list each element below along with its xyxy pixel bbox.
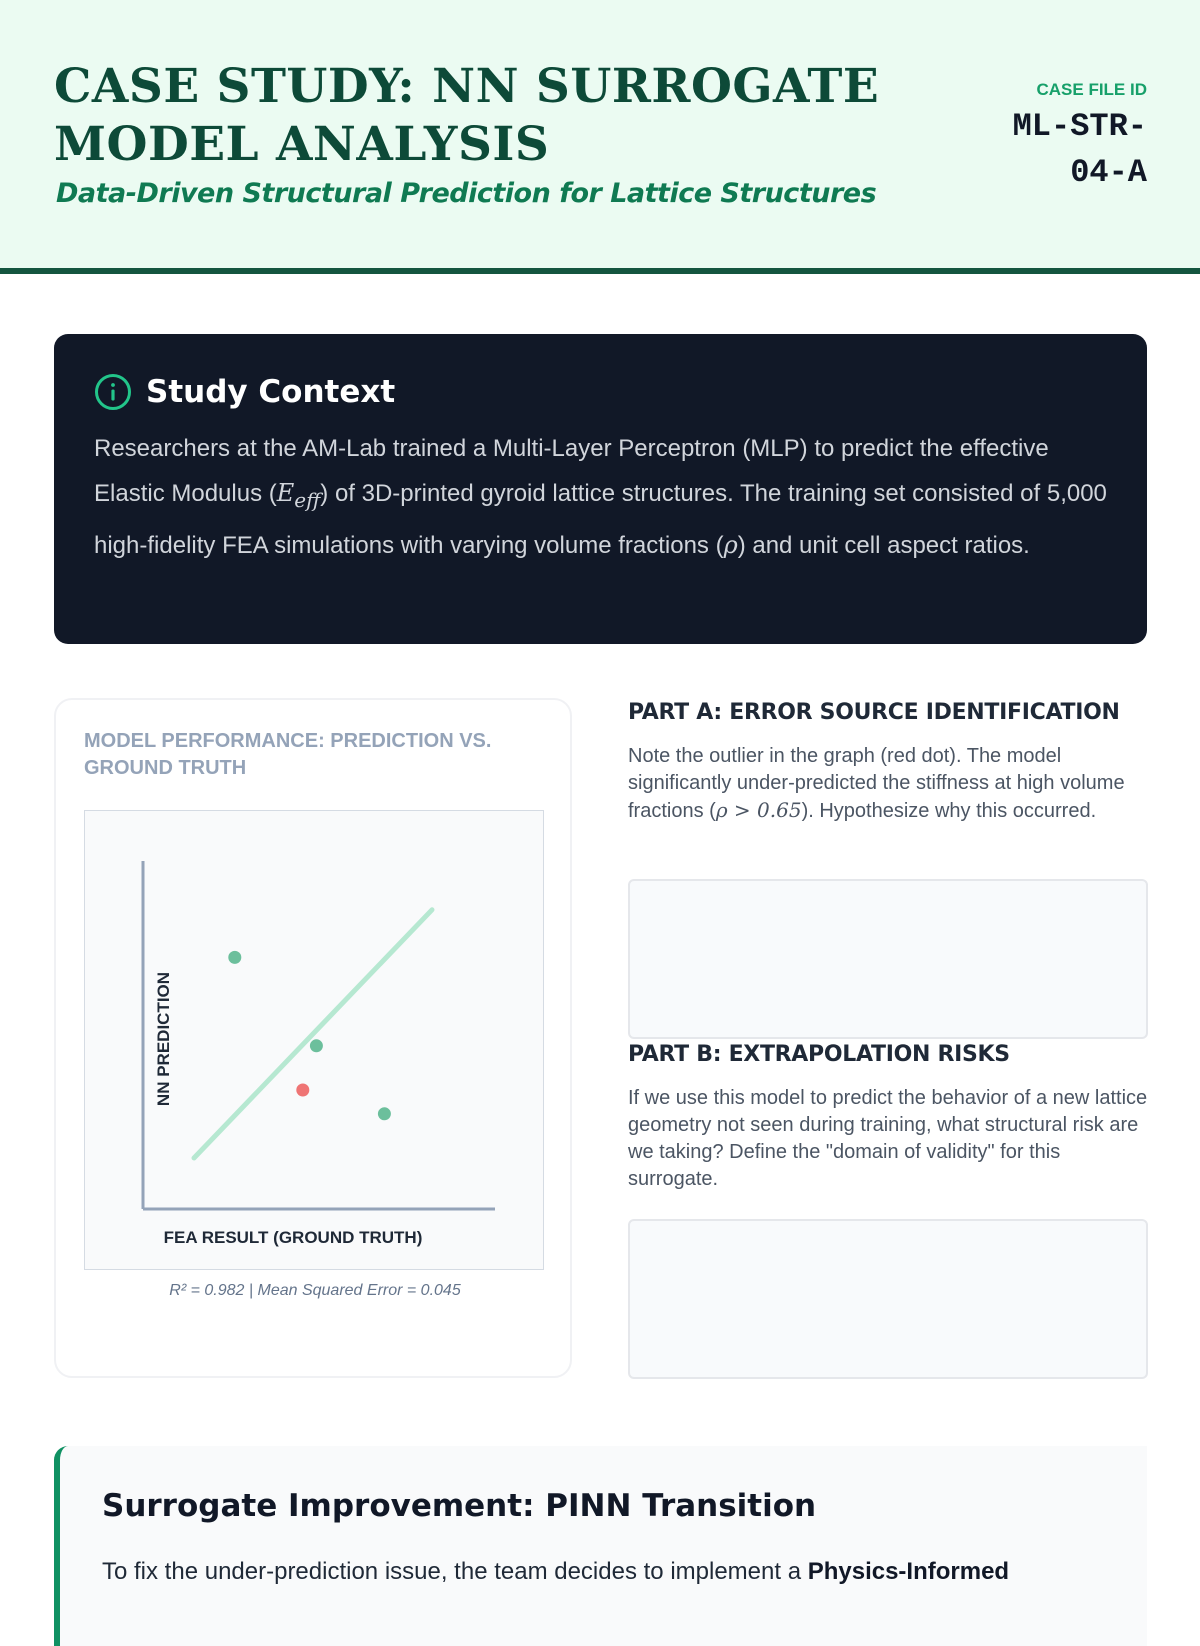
math-modulus-subscript: eff bbox=[294, 487, 321, 512]
data-point bbox=[310, 1039, 323, 1052]
info-icon bbox=[94, 373, 132, 411]
part-b-title: PART B: EXTRAPOLATION RISKS bbox=[628, 1042, 1010, 1067]
math-modulus bbox=[276, 479, 321, 512]
study-context-title: Study Context bbox=[146, 374, 396, 410]
scatter-plot bbox=[84, 810, 544, 1270]
math-rho: ρ bbox=[723, 530, 738, 559]
chart-card bbox=[54, 698, 572, 1378]
scatter-plot-svg bbox=[85, 811, 542, 1268]
x-axis-label: FEA RESULT (GROUND TRUTH) bbox=[163, 1228, 423, 1247]
part-a-section bbox=[628, 700, 1148, 825]
chart-title: MODEL PERFORMANCE: PREDICTION VS. GROUND TRUTH bbox=[84, 730, 492, 779]
study-context-header bbox=[94, 370, 1107, 414]
case-file-id: ML-STR-04-A bbox=[1012, 108, 1147, 191]
part-a-text-part: Note the outlier in the graph (red dot). The model significantly under-predicted the stiffness at high volume fractions ( bbox=[628, 745, 1125, 822]
part-b-section bbox=[628, 1042, 1148, 1193]
study-context-panel bbox=[54, 334, 1147, 644]
data-point bbox=[378, 1107, 391, 1120]
context-text-part: ) and unit cell aspect ratios. bbox=[737, 531, 1030, 559]
case-file-label: CASE FILE ID bbox=[1036, 80, 1147, 99]
ideal-fit-line bbox=[194, 910, 432, 1158]
part-a-answer-field[interactable] bbox=[628, 879, 1148, 1039]
part-a-text bbox=[628, 743, 1148, 825]
page-title: CASE STUDY: NN SURROGATE MODEL ANALYSIS bbox=[54, 59, 880, 172]
pinn-title: Surrogate Improvement: PINN Transition bbox=[102, 1488, 817, 1524]
context-text-part: ) of 3D-printed gyroid lattice structures. The training set consisted of 5,000 high-fidelity FEA simulations with varying volume fractions ( bbox=[94, 480, 1107, 559]
y-axis-label: NN PREDICTION bbox=[154, 971, 173, 1107]
part-a-title: PART A: ERROR SOURCE IDENTIFICATION bbox=[628, 700, 1120, 725]
page-subtitle: Data-Driven Structural Prediction for Lattice Structures bbox=[56, 178, 877, 209]
pinn-text bbox=[102, 1556, 1102, 1588]
outlier-point bbox=[296, 1084, 309, 1097]
math-rho-threshold: ρ > 0.65 bbox=[715, 798, 802, 822]
part-b-answer-field[interactable] bbox=[628, 1219, 1148, 1379]
pinn-text-bold: Physics-Informed bbox=[807, 1558, 1010, 1585]
chart-caption: R² = 0.982 | Mean Squared Error = 0.045 bbox=[169, 1282, 461, 1299]
part-b-text: If we use this model to predict the behavior of a new lattice geometry not seen during training, what structural risk are we taking? Define the "domain of validity" for this surrogate. bbox=[628, 1087, 1148, 1190]
part-a-text-part: ). Hypothesize why this occurred. bbox=[801, 800, 1097, 822]
study-context-text bbox=[94, 426, 1107, 568]
pinn-section bbox=[54, 1446, 1147, 1646]
context-text-part: Researchers at the AM-Lab trained a Multi-Layer Perceptron (MLP) to predict the effective Elastic Modulus ( bbox=[94, 435, 1049, 507]
header bbox=[0, 0, 1200, 274]
pinn-text-part: To fix the under-prediction issue, the team decides to implement a bbox=[102, 1558, 808, 1585]
data-point bbox=[228, 951, 241, 964]
math-modulus-symbol: E bbox=[276, 479, 295, 507]
